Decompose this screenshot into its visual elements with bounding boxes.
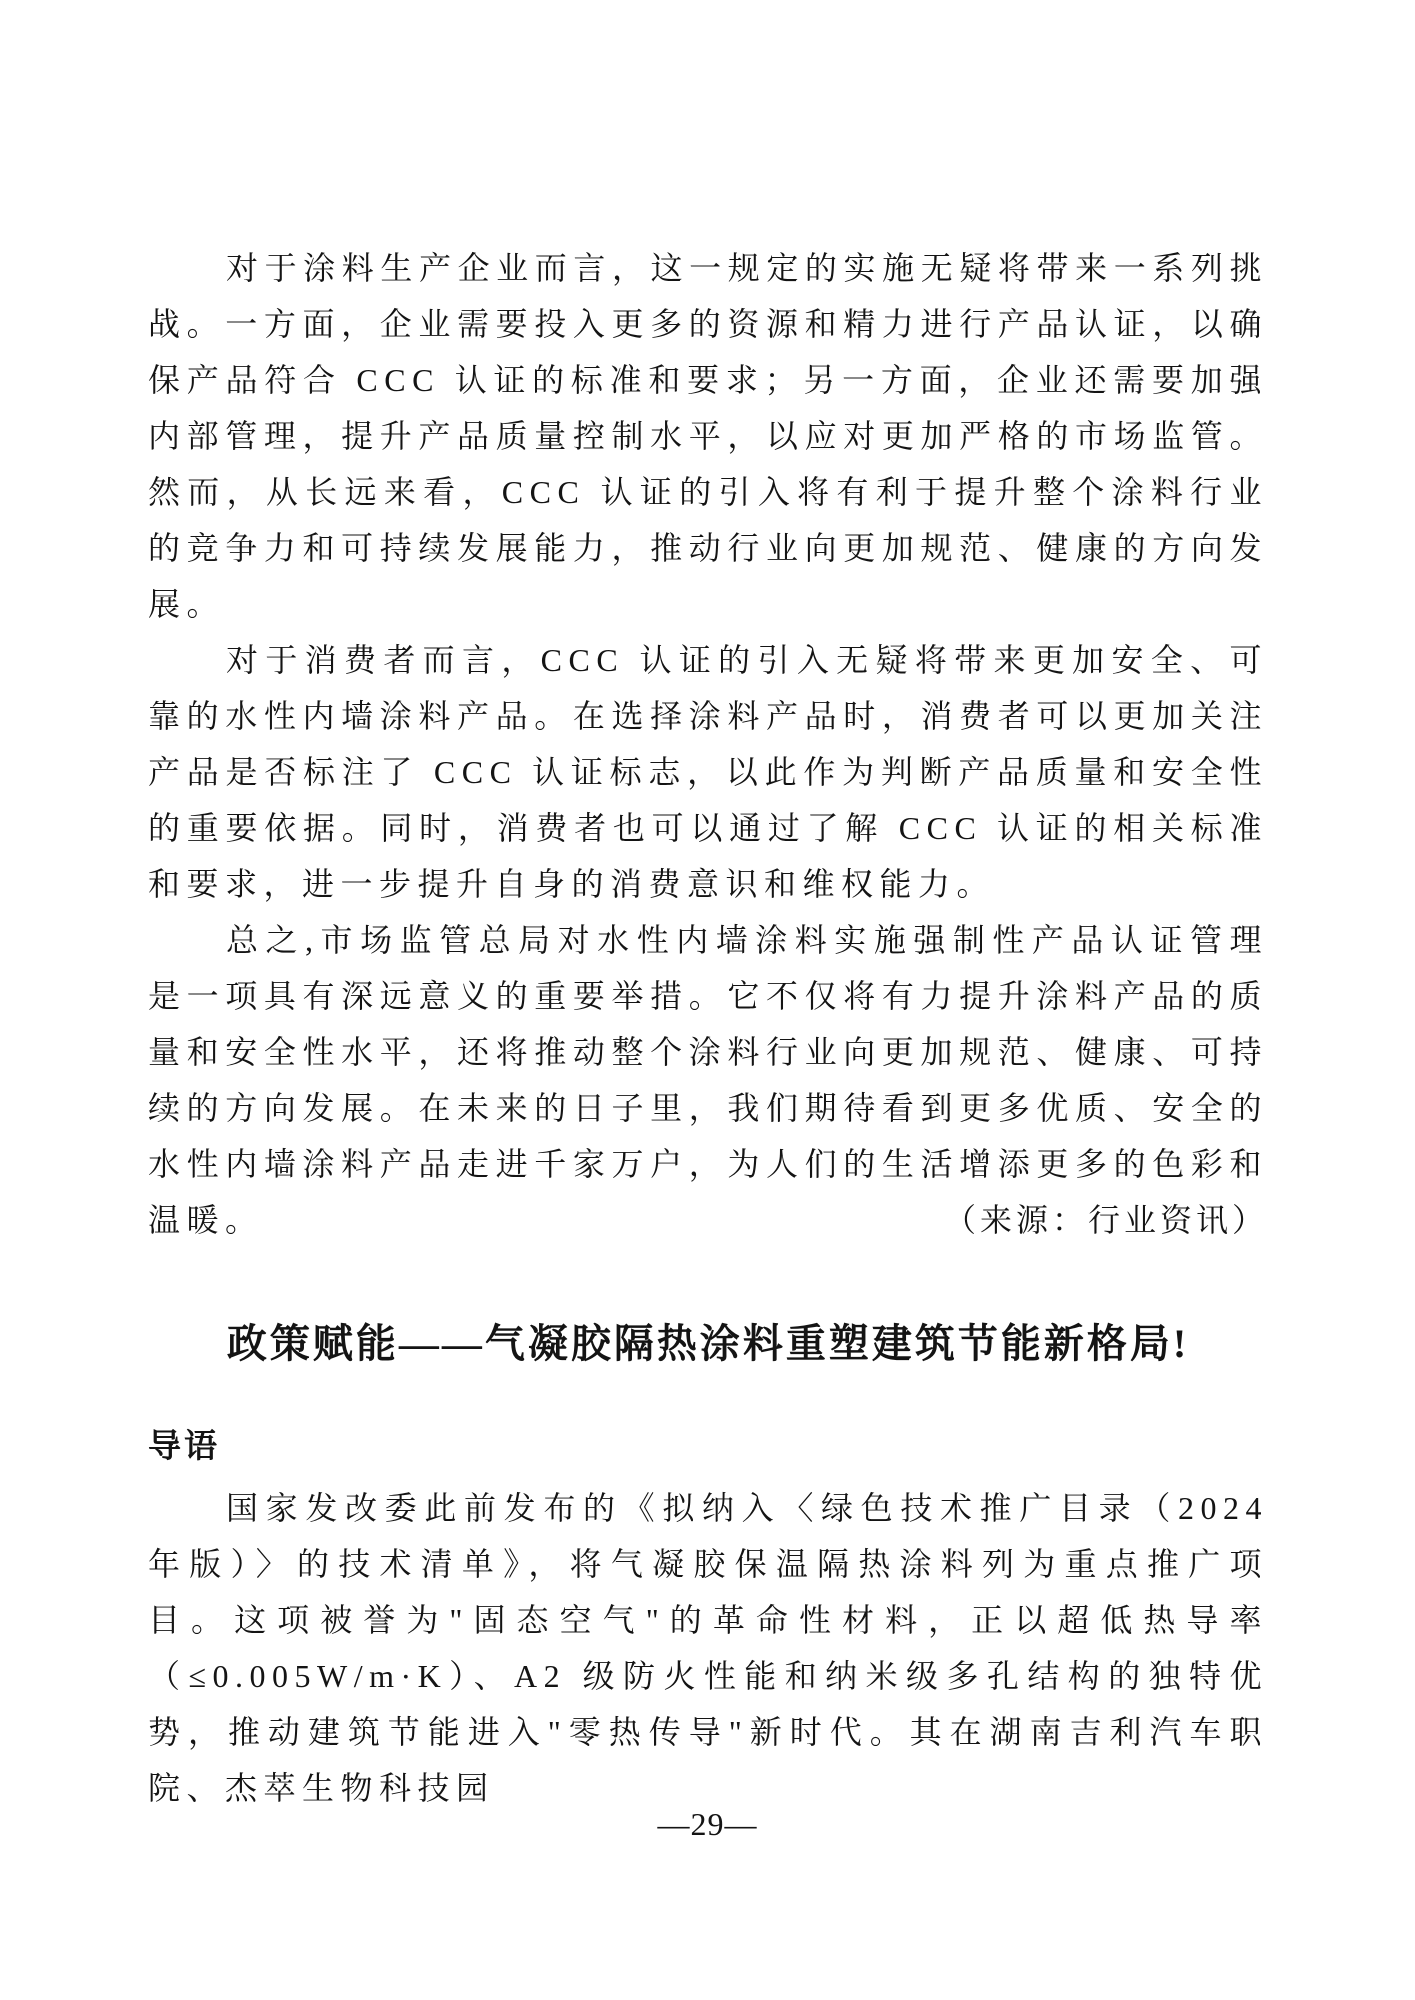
paragraph-consumer-impact: 对于消费者而言，CCC 认证的引入无疑将带来更加安全、可靠的水性内墙涂料产品。在选择涂料产品时，消费者可以更加关注产品是否标注了 CCC 认证标志，以此作为判断产品质量和安全性的重要依据。同时，消费者也可以通过了解 CCC 认证的相关标准和要求，进一步提升自身的消费意识和维权能力。 (148, 642, 1268, 902)
page-number: —29— (657, 1806, 758, 1842)
paragraph-aerogel-lead: 国家发改委此前发布的《拟纳入〈绿色技术推广目录（2024 年版）〉的技术清单》，将气凝胶保温隔热涂料列为重点推广项目。这项被誉为"固态空气"的革命性材料，正以超低热导率（≤0.005W/m·K）、A2 级防火性能和纳米级多孔结构的独特优势，推动建筑节能进入"零热传导"新时代。其在湖南吉利汽车职院、杰萃生物科技园 (148, 1490, 1268, 1806)
paragraph-conclusion: 总之,市场监管总局对水性内墙涂料实施强制性产品认证管理是一项具有深远意义的重要举措。它不仅将有力提升涂料产品的质量和安全性水平，还将推动整个涂料行业向更加规范、健康、可持续的方向发展。在未来的日子里，我们期待看到更多优质、安全的水性内墙涂料产品走进千家万户，为人们的生活增添更多的色彩和温暖。 (148, 922, 1268, 1238)
section-label-daoyu: 导语 (148, 1429, 220, 1465)
paragraph-enterprise-impact: 对于涂料生产企业而言，这一规定的实施无疑将带来一系列挑战。一方面，企业需要投入更多的资源和精力进行产品认证，以确保产品符合 CCC 认证的标准和要求；另一方面，企业还需要加强内部管理，提升产品质量控制水平，以应对更加严格的市场监管。然而，从长远来看，CCC 认证的引入将有利于提升整个涂料行业的竞争力和可持续发展能力，推动行业向更加规范、健康的方向发展。 (148, 250, 1268, 622)
source-attribution: （来源：行业资讯） (943, 1202, 1268, 1238)
article-title: 政策赋能——气凝胶隔热涂料重塑建筑节能新格局! (226, 1321, 1190, 1366)
